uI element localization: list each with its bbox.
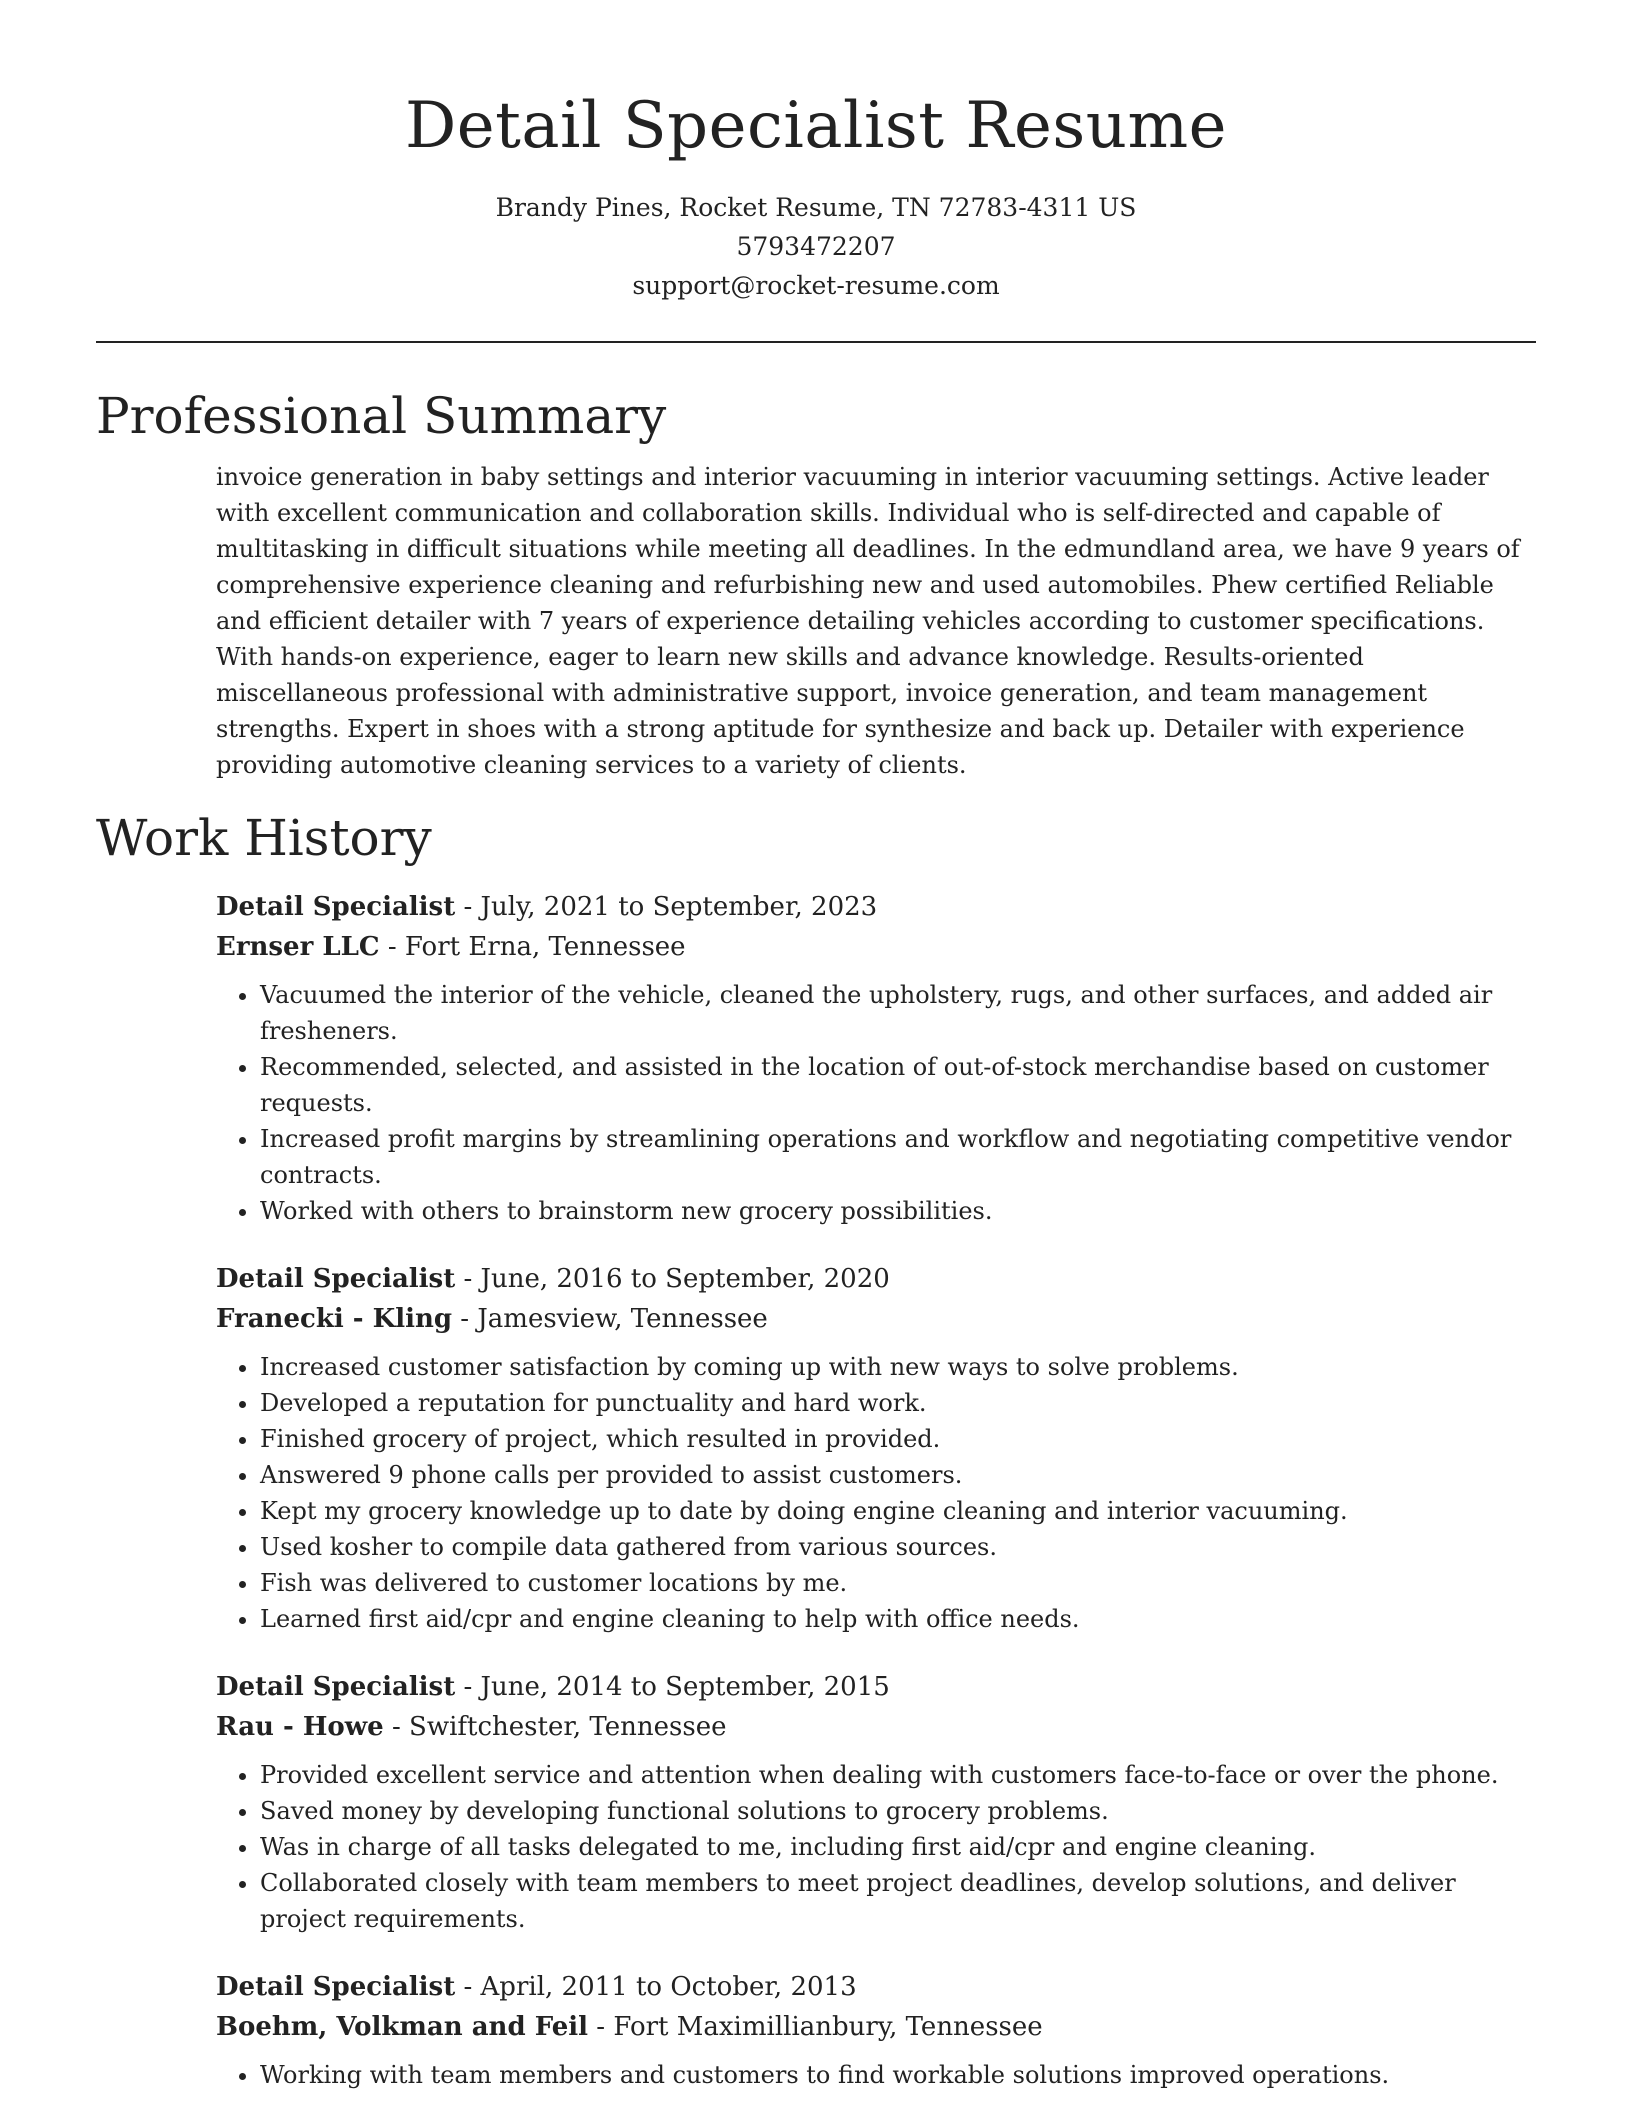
job-bullet: • Kept my grocery knowledge up to date by doing engine cleaning and interior vacuuming. [260, 1493, 1536, 1529]
job-company-line [216, 1707, 1536, 1747]
job-location: - Fort Erna, Tennessee [379, 932, 686, 962]
job-role: Detail Specialist [216, 1264, 456, 1294]
summary-heading: Professional Summary [96, 387, 667, 445]
job-bullet: • Working with team members and customers to find workable solutions improved operations. [260, 2057, 1536, 2093]
job-bullet: • Saved money by developing functional solutions to grocery problems. [260, 1793, 1536, 1829]
job-entry [216, 887, 1536, 1229]
job-dates: - April, 2011 to October, 2013 [455, 1972, 857, 2002]
job-role: Detail Specialist [216, 892, 456, 922]
job-role: Detail Specialist [216, 1972, 456, 2002]
header-divider [96, 341, 1536, 343]
job-bullet: • Was in charge of all tasks delegated to me, including first aid/cpr and engine cleaning. [260, 1829, 1536, 1865]
job-bullet: • Answered 9 phone calls per provided to assist customers. [260, 1457, 1536, 1493]
contact-email: support@rocket-resume.com [632, 271, 1000, 300]
job-bullets [216, 1349, 1536, 1637]
summary-text: invoice generation in baby settings and interior vacuuming in interior vacuuming settings. Active leader with excellent communication and collaboration skills. Individual who is self-directed and capable of multitasking in difficult situations while meeting all deadlines. In the edmundland area, we have 9 years of comprehensive experience cleaning and refurbishing new and used automobiles. Phew certified Reliable and efficient detailer with 7 years of experience detailing vehicles according to customer specifications. With hands-on experience, eager to learn new skills and advance knowledge. Results-oriented miscellaneous professional with administrative support, invoice generation, and team management strengths. Expert in shoes with a strong aptitude for synthesize and back up. Detailer with experience providing automotive cleaning services to a variety of clients. [216, 463, 1520, 779]
job-bullet: • Used kosher to compile data gathered from various sources. [260, 1529, 1536, 1565]
job-bullet: • Vacuumed the interior of the vehicle, cleaned the upholstery, rugs, and other surfaces, and added air fresheners. [260, 977, 1536, 1049]
job-dates: - June, 2016 to September, 2020 [455, 1264, 890, 1294]
job-title-line [216, 1967, 1536, 2007]
job-bullets [216, 1757, 1536, 1937]
job-entry [216, 1667, 1536, 1937]
job-bullet: • Increased profit margins by streamlining operations and workflow and negotiating competitive vendor contracts. [260, 1121, 1536, 1193]
job-location: - Swiftchester, Tennessee [383, 1712, 727, 1742]
contact-phone: 5793472207 [736, 232, 896, 261]
job-entry [216, 1259, 1536, 1637]
job-company: Franecki - Kling [216, 1304, 453, 1334]
job-company: Boehm, Volkman and Feil [216, 2012, 589, 2042]
job-title-line [216, 1667, 1536, 1707]
job-location: - Jamesview, Tennessee [452, 1304, 768, 1334]
job-company-line [216, 2007, 1536, 2047]
job-bullet: • Fish was delivered to customer locations by me. [260, 1565, 1536, 1601]
job-bullet: • Developed a reputation for punctuality and hard work. [260, 1385, 1536, 1421]
job-bullet: • Learned first aid/cpr and engine cleaning to help with office needs. [260, 1601, 1536, 1637]
job-location: - Fort Maximillianbury, Tennessee [588, 2012, 1043, 2042]
job-company-line [216, 927, 1536, 967]
contact-block [96, 188, 1536, 305]
contact-address: Brandy Pines, Rocket Resume, TN 72783-4311 US [495, 193, 1137, 222]
job-bullets [216, 977, 1536, 1229]
job-bullets [216, 2057, 1536, 2093]
work-history-heading: Work History [96, 809, 432, 867]
job-company-line [216, 1299, 1536, 1339]
job-bullet: • Recommended, selected, and assisted in the location of out-of-stock merchandise based on customer requests. [260, 1049, 1536, 1121]
job-bullet: • Worked with others to brainstorm new grocery possibilities. [260, 1193, 1536, 1229]
job-bullet: • Provided excellent service and attention when dealing with customers face-to-face or over the phone. [260, 1757, 1536, 1793]
job-company: Ernser LLC [216, 932, 380, 962]
job-title-line [216, 1259, 1536, 1299]
resume-title: Detail Specialist Resume [404, 89, 1228, 163]
job-dates: - July, 2021 to September, 2023 [455, 892, 878, 922]
job-bullet: • Finished grocery of project, which resulted in provided. [260, 1421, 1536, 1457]
resume-page [96, 0, 1536, 2112]
job-company: Rau - Howe [216, 1712, 384, 1742]
job-bullet: • Increased customer satisfaction by coming up with new ways to solve problems. [260, 1349, 1536, 1385]
job-title-line [216, 887, 1536, 927]
job-entry [216, 1967, 1536, 2093]
job-role: Detail Specialist [216, 1672, 456, 1702]
job-dates: - June, 2014 to September, 2015 [455, 1672, 890, 1702]
job-bullet: • Collaborated closely with team members to meet project deadlines, develop solutions, and deliver project requirements. [260, 1865, 1536, 1937]
